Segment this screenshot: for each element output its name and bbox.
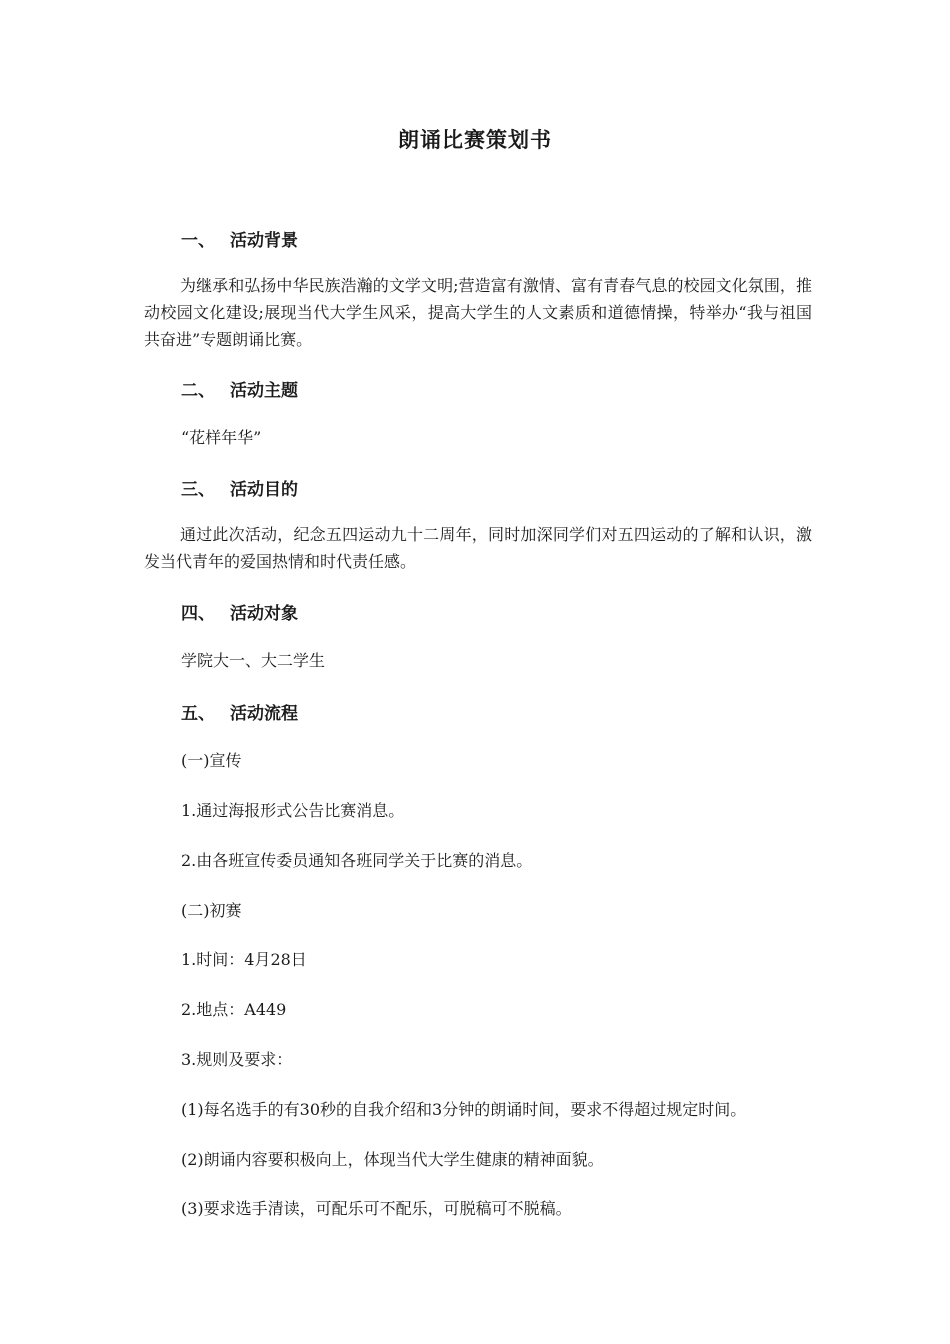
section-heading-process [181,699,298,724]
process-line: 2.地点：A449 [181,1000,287,1019]
section-number: 四、 [181,604,215,624]
section-title: 活动主题 [230,381,298,401]
background-paragraph: 为继承和弘扬中华民族浩瀚的文学文明;营造富有激情、富有青春气息的校园文化氛围，推动校园文化建设;展现当代大学生风采，提高大学生的人文素质和道德情操，特举办“我与祖国共奋进”专题朗诵比赛。 [144,276,812,349]
section-heading-theme [181,376,298,401]
section-number: 二、 [181,381,215,401]
section-title: 活动背景 [230,231,298,251]
section-number: 五、 [181,704,215,724]
section-title: 活动目的 [230,480,298,500]
process-line: (2)朗诵内容要积极向上，体现当代大学生健康的精神面貌。 [181,1150,604,1169]
audience-text: 学院大一、大二学生 [181,651,326,670]
process-line: (二)初赛 [181,901,242,920]
section-heading-purpose [181,475,298,500]
page-title: 朗诵比赛策划书 [398,128,552,152]
process-line: (一)宣传 [181,751,242,770]
process-line: (3)要求选手清读，可配乐可不配乐，可脱稿可不脱稿。 [181,1199,572,1218]
process-line: 1.时间：4月28日 [181,950,307,969]
section-heading-audience [181,599,298,624]
theme-text: “花样年华” [181,428,262,447]
section-title: 活动流程 [230,704,298,724]
process-line: 3.规则及要求： [181,1050,293,1069]
section-title: 活动对象 [230,604,298,624]
process-line: (1)每名选手的有30秒的自我介绍和3分钟的朗诵时间，要求不得超过规定时间。 [181,1100,747,1119]
process-line: 1.通过海报形式公告比赛消息。 [181,801,405,820]
section-number: 三、 [181,480,215,500]
process-line: 2.由各班宣传委员通知各班同学关于比赛的消息。 [181,851,533,870]
purpose-paragraph: 通过此次活动，纪念五四运动九十二周年，同时加深同学们对五四运动的了解和认识，激发当代青年的爱国热情和时代责任感。 [144,525,812,571]
section-heading-background [181,226,298,251]
section-number: 一、 [181,231,215,251]
